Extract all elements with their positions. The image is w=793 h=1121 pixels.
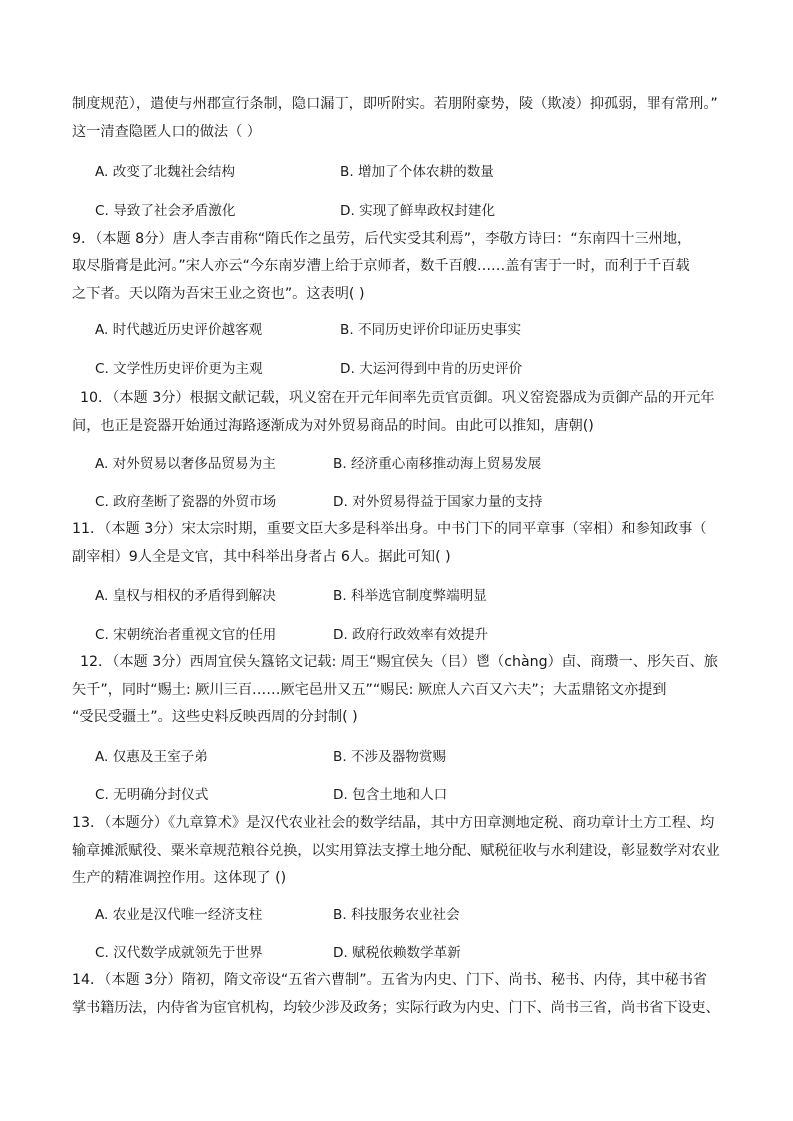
q10-stem-line-1: 10．（本题 3分）根据文献记载，巩义窑在开元年间率先贡官贡御。巩义窑瓷器成为贡御产品的开元年 (80, 390, 715, 406)
q10-option-b[interactable]: B. 经济重心南移推动海上贸易发展 (333, 456, 542, 472)
q9-option-c[interactable]: C. 文学性历史评价更为主观 (95, 361, 263, 377)
q9-option-a[interactable]: A. 时代越近历史评价越客观 (95, 322, 263, 338)
q12-option-c[interactable]: C. 无明确分封仪式 (95, 787, 209, 803)
q8-option-a[interactable]: A. 改变了北魏社会结构 (95, 164, 236, 180)
q10-option-a[interactable]: A. 对外贸易以奢侈品贸易为主 (95, 456, 276, 472)
q12-stem-line-1: 12．（本题 3分）西周宜侯夨簋铭文记载: 周王“赐宜侯夨（㠯）鬯（chàng）卣、商瓒一、彤矢百、旅 (80, 654, 718, 670)
q12-option-b[interactable]: B. 不涉及器物赏赐 (333, 749, 447, 765)
q12-stem-line-2: 矢千”，同时“赐土: 厥川三百……厥宅邑卅又五”“赐民: 厥庶人六百又六夫”；大盂鼎铭文亦提到 (72, 682, 667, 698)
q12-option-d[interactable]: D. 包含土地和人口 (333, 787, 448, 803)
q13-option-a[interactable]: A. 农业是汉代唯一经济支柱 (95, 907, 263, 923)
q11-stem-line-1: 11．（本题 3分）宋太宗时期，重要文臣大多是科举出身。中书门下的同平章事（宰相）和参知政事（ (72, 521, 707, 537)
q11-option-a[interactable]: A. 皇权与相权的矛盾得到解决 (95, 588, 276, 604)
q13-option-b[interactable]: B. 科技服务农业社会 (333, 907, 460, 923)
q8-stem-line-2: 这一清查隐匿人口的做法（ ） (72, 124, 261, 140)
q10-stem-line-2: 间，也正是瓷器开始通过海路逐渐成为对外贸易商品的时间。由此可以推知，唐朝() (72, 418, 594, 434)
q9-stem-line-3: 之下者。天以隋为吾宋王业之资也”。这表明( ) (72, 286, 365, 302)
q9-option-b[interactable]: B. 不同历史评价印证历史事实 (340, 322, 522, 338)
q10-option-d[interactable]: D. 对外贸易得益于国家力量的支持 (333, 494, 543, 510)
q11-stem-line-2: 副宰相）9人全是文官，其中科举出身者占 6人。据此可知( ) (72, 549, 451, 565)
q11-option-c[interactable]: C. 宋朝统治者重视文官的任用 (95, 627, 277, 643)
q13-option-c[interactable]: C. 汉代数学成就领先于世界 (95, 945, 263, 961)
q14-stem-line-1: 14．（本题 3分）隋初，隋文帝设“五省六曹制”。五省为内史、门下、尚书、秘书、内侍，其中秘书省 (72, 972, 708, 988)
q13-stem-line-1: 13．（本题分）《九章算术》是汉代农业社会的数学结晶，其中方田章测地定税、商功章计土方工程、均 (72, 815, 715, 831)
q13-stem-line-3: 生产的精准调控作用。这体现了 () (72, 870, 287, 886)
q13-option-d[interactable]: D. 赋税依赖数学革新 (333, 945, 461, 961)
q8-option-b[interactable]: B. 增加了个体农耕的数量 (340, 164, 494, 180)
q8-option-c[interactable]: C. 导致了社会矛盾激化 (95, 203, 236, 219)
q11-option-b[interactable]: B. 科举选官制度弊端明显 (333, 588, 487, 604)
q9-option-d[interactable]: D. 大运河得到中肯的历史评价 (340, 361, 523, 377)
q13-stem-line-2: 输章摊派赋役、粟米章规范粮谷兑换，以实用算法支撑土地分配、赋税征收与水利建设，彰显数学对农业 (72, 843, 720, 859)
q12-option-a[interactable]: A. 仅惠及王室子弟 (95, 749, 208, 765)
q9-stem-line-2: 取尽脂膏是此河。”宋人亦云“今东南岁漕上给于京师者，数千百艘……盖有害于一时，而利于千百载 (72, 258, 690, 274)
q9-stem-line-1: 9．（本题 8分）唐人李吉甫称“隋氏作之虽劳，后代实受其利焉”，李敬方诗曰：“东南四十三州地， (72, 231, 692, 247)
q11-option-d[interactable]: D. 政府行政效率有效提升 (333, 627, 489, 643)
q12-stem-line-3: “受民受疆土”。这些史料反映西周的分封制( ) (72, 709, 358, 725)
q14-stem-line-2: 掌书籍历法，内侍省为宦官机构，均较少涉及政务；实际行政为内史、门下、尚书三省，尚书省下设吏、 (72, 1000, 720, 1016)
q8-stem-line-1: 制度规范），遣使与州郡宣行条制，隐口漏丁，即听附实。若朋附豪势，陵（欺凌）抑孤弱，罪有常刑。” (72, 96, 718, 112)
q8-option-d[interactable]: D. 实现了鲜卑政权封建化 (340, 203, 496, 219)
q10-option-c[interactable]: C. 政府垄断了瓷器的外贸市场 (95, 494, 277, 510)
